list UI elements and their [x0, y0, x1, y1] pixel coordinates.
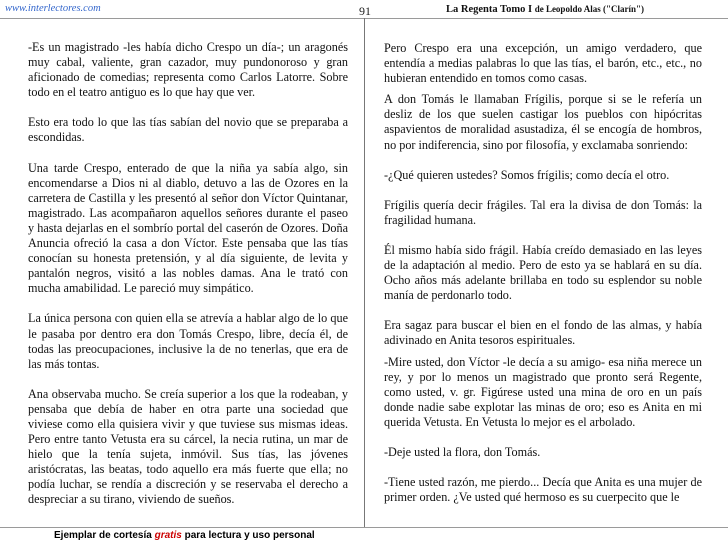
- paragraph: Ana observaba mucho. Se creía superior a los que la rodeaban, y pensaba que debía de haber en otra parte una sociedad que viviese como ella quisiera vivir y que tuviese sus mismas ideas. Pero entre tanto Vetusta era su cárcel, la necia rutina, un mar de hielo que la tenía sujeta, inmóvil. Sus tías, las jóvenes aristócratas, las beatas, todo aquello era más fuerte que ella; no podía luchar, se rendía a discreción y se reservaba el derecho a despreciar a su tirano, viviendo de sueños.: [28, 386, 348, 507]
- paragraph: Frígilis quería decir frágiles. Tal era la divisa de don Tomás: la fragilidad humana.: [384, 197, 702, 227]
- right-column: [384, 41, 702, 520]
- paragraph: -Tiene usted razón, me pierdo... Decía que Anita es una mujer de primer orden. ¿Ve usted qué hermoso es su cuerpecito que le: [384, 475, 702, 505]
- book-title: La Regenta Tomo I: [446, 4, 533, 15]
- paragraph: Una tarde Crespo, enterado de que la niña ya sabía algo, sin encomendarse a Dios ni al diablo, detuvo a las de Ozores en la carretera de Castilla y les presentó al señor don Víctor Quintanar, magistrado. Las acompañaron aquellos señores durante el paseo y hasta dejarlas en el sombrío portal del caserón de Ozores. Doña Anuncia ofreció la casa a don Víctor. Este pensaba que las tías conocían su honesta pretensión, y al día siguiente, de levita y pantalón negros, visitó a las nobles damas. Ana le trató con mucha amabilidad. Le pareció muy simpático.: [28, 160, 348, 296]
- paragraph: La única persona con quien ella se atrevía a hablar algo de lo que le pasaba por dentro era don Tomás Crespo, libre, decía él, de todas las preocupaciones, inclusive la de no tenerlas, que era de las más tontas.: [28, 311, 348, 371]
- book-title-header: [446, 4, 644, 15]
- column-divider: [364, 18, 365, 527]
- page-number: 91: [359, 4, 371, 18]
- paragraph: -Deje usted la flora, don Tomás.: [384, 444, 541, 459]
- footer-text-before: Ejemplar de cortesía: [54, 530, 155, 541]
- book-author: de Leopoldo Alas ("Clarín"): [534, 4, 644, 14]
- paragraph: Era sagaz para buscar el bien en el fondo de las almas, y había adivinado en Anita tesoros espirituales.: [384, 318, 702, 348]
- paragraph: Él mismo había sido frágil. Había creído demasiado en las leyes de la adaptación al medio. Pero de esto ya se hablará en su día. Ocho años más adelante brillaba en todo su esplendor su noble manía de perdonarlo todo.: [384, 242, 702, 303]
- paragraph: -¿Qué quieren ustedes? Somos frígilis; como decía el otro.: [384, 167, 670, 182]
- footer-highlight: gratis: [154, 530, 182, 541]
- paragraph: -Es un magistrado -les había dicho Crespo un día-; un aragonés muy cabal, valiente, gran cazador, muy pundonoroso y gran aficionado de comedias; representa como Carlos Latorre. Sobre todo en el teatro antiguo es lo que hay que ver.: [28, 40, 348, 100]
- site-link[interactable]: www.interlectores.com: [5, 3, 101, 14]
- left-column: [28, 40, 348, 523]
- paragraph: A don Tomás le llamaban Frígilis, porque si se le refería un desliz de los que suelen castigar los pueblos con hipócritas aspavientos de moralidad asustadiza, él se encogía de hombros, no por indiferencia, sino por filosofía, y exclamaba sonriendo:: [384, 92, 702, 152]
- footer-rule: [0, 527, 728, 528]
- paragraph: Pero Crespo era una excepción, un amigo verdadero, que entendía a medias palabras lo que las tías, el barón, etc., etc., no hubieran entendido en tomos como casas.: [384, 41, 702, 86]
- footer-text-after: para lectura y uso personal: [181, 530, 315, 541]
- footer-notice: [54, 530, 315, 541]
- paragraph: Esto era todo lo que las tías sabían del novio que se preparaba a escondidas.: [28, 115, 348, 145]
- paragraph: -Mire usted, don Víctor -le decía a su amigo- esa niña merece un rey, y por lo menos un magistrado que pronto será Regente, como usted, v. gr. Figúrese usted una mina de oro en un país donde nadie sabe explotar las minas de oro; eso es Anita en mi querida Vetusta. En Vetusta lo mejor es el arbolado.: [384, 354, 702, 429]
